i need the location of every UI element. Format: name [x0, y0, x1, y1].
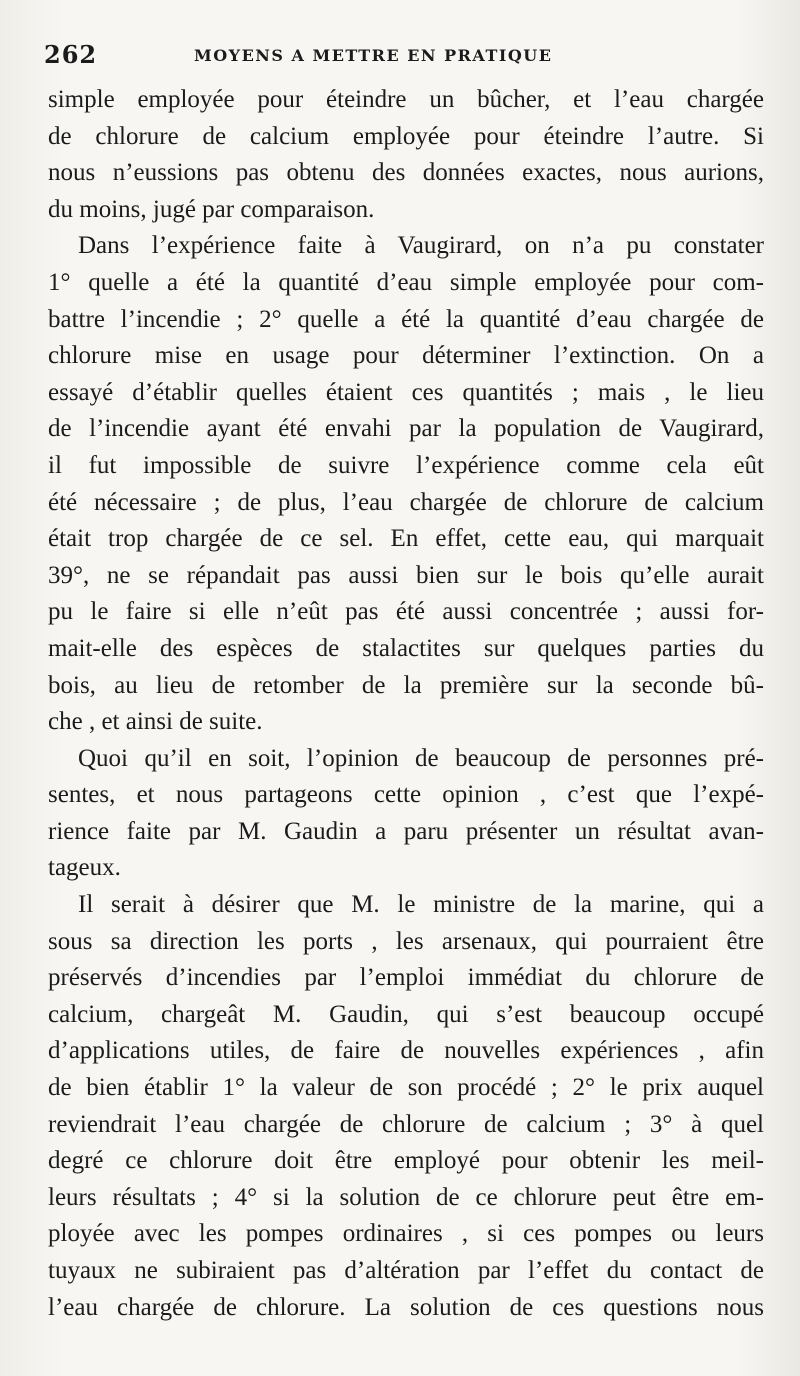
text-line: battre l’incendie ; 2° quelle a été la quantité d’eau chargée de — [48, 305, 764, 333]
text-line: du moins, jugé par comparaison. — [48, 195, 375, 223]
text-line: été nécessaire ; de plus, l’eau chargée de chlorure de calcium — [48, 488, 764, 516]
text-line: préservés d’incendies par l’emploi immédiat du chlorure de — [48, 964, 764, 992]
text-line: Quoi qu’il en soit, l’opinion de beaucoup de personnes pré- — [78, 744, 764, 772]
text-line: pu le faire si elle n’eût pas été aussi concentrée ; aussi for- — [48, 598, 764, 626]
text-line: leurs résultats ; 4° si la solution de ce chlorure peut être em- — [48, 1183, 764, 1211]
text-line: calcium, chargeât M. Gaudin, qui s’est beaucoup occupé — [48, 1000, 764, 1028]
text-line: che , et ainsi de suite. — [48, 708, 263, 736]
text-line: 1° quelle a été la quantité d’eau simple employée pour com- — [48, 268, 764, 296]
text-line: Il serait à désirer que M. le ministre de la marine, qui a — [78, 891, 764, 919]
text-line: essayé d’établir quelles étaient ces quantités ; mais , le lieu — [48, 378, 764, 406]
text-line: sous sa direction les ports , les arsenaux, qui pourraient être — [48, 927, 764, 955]
text-line: de bien établir 1° la valeur de son procédé ; 2° le prix auquel — [48, 1074, 764, 1102]
text-line: il fut impossible de suivre l’expérience comme cela eût — [48, 451, 764, 479]
text-line: d’applications utiles, de faire de nouvelles expériences , afin — [48, 1037, 764, 1065]
text-line: l’eau chargée de chlorure. La solution de ces questions nous — [48, 1293, 764, 1321]
text-line: bois, au lieu de retomber de la première sur la seconde bû- — [48, 671, 764, 699]
text-line: tuyaux ne subiraient pas d’altération par l’effet du contact de — [48, 1257, 764, 1284]
text-line: sentes, et nous partageons cette opinion , c’est que l’expé- — [48, 781, 764, 809]
body-text — [48, 82, 764, 1326]
text-line: de chlorure de calcium employée pour éteindre l’autre. Si — [48, 122, 764, 150]
text-line: ployée avec les pompes ordinaires , si ces pompes ou leurs — [48, 1220, 764, 1248]
text-line: 39°, ne se répandait pas aussi bien sur le bois qu’elle aurait — [48, 561, 764, 589]
text-line: degré ce chlorure doit être employé pour obtenir les meil- — [48, 1147, 764, 1175]
text-line: simple employée pour éteindre un bûcher, et l’eau chargée — [48, 86, 764, 113]
text-line: était trop chargée de ce sel. En effet, cette eau, qui marquait — [48, 525, 764, 553]
text-line: de l’incendie ayant été envahi par la population de Vaugirard, — [48, 415, 764, 443]
text-line: chlorure mise en usage pour déterminer l’extinction. On a — [48, 342, 764, 370]
text-line: mait-elle des espèces de stalactites sur quelques parties du — [48, 634, 764, 662]
text-line: Dans l’expérience faite à Vaugirard, on n’a pu constater — [78, 232, 764, 260]
running-title: MOYENS A METTRE EN PRATIQUE — [194, 46, 553, 65]
text-line: nous n’eussions pas obtenu des données exactes, nous aurions, — [48, 159, 764, 187]
text-line: rience faite par M. Gaudin a paru présenter un résultat avan- — [48, 817, 764, 845]
page-number: 262 — [44, 40, 98, 69]
text-line: tageux. — [48, 854, 121, 882]
text-line: reviendrait l’eau chargée de chlorure de calcium ; 3° à quel — [48, 1110, 764, 1138]
page-header — [44, 40, 764, 74]
